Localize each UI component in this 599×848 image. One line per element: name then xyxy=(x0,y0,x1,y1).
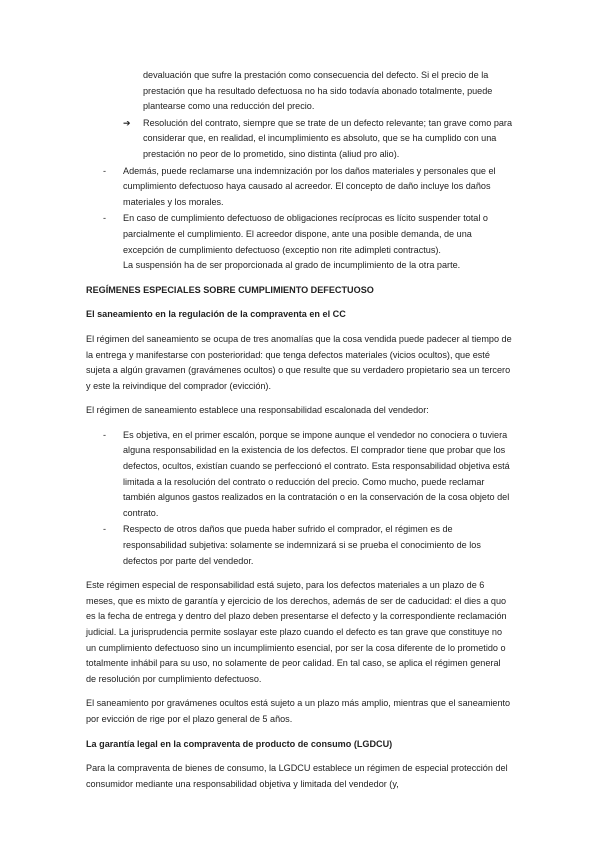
subsection-heading: La garantía legal en la compraventa de producto de consumo (LGDCU) xyxy=(86,738,393,749)
paragraph: El saneamiento por gravámenes ocultos está sujeto a un plazo más amplio, mientras que el saneamiento por evicción de rige por el plazo general de 5 años. xyxy=(86,698,511,724)
paragraph: Este régimen especial de responsabilidad está sujeto, para los defectos materiales a un plazo de 6 meses, que es mixto de garantía y ejercicio de los derechos, además de ser de caducidad: el dies a quo es la fecha de entrega y dentro del plazo deben presentarse el defecto y la correspondiente reclamación judicial. La jurisprudencia permite soslayar este plazo cuando el defecto es tan grave que constituye no un cumplimiento defectuoso sino un incumplimiento esencial, por ser la cosa diferente de lo prometido o totalmente inhábil para su uso, no solamente de peor calidad. En tal caso, se aplica el régimen general de resolución por cumplimiento defectuoso. xyxy=(86,580,507,684)
list-item-resolution xyxy=(86,116,513,163)
list-item-objective xyxy=(86,428,513,522)
list-item-text: En caso de cumplimiento defectuoso de obligaciones recíprocas es lícito suspender total o parcialmente el cumplimiento. El acreedor dispone, ante una posible demanda, de una excepción de cumplimiento defectuoso (exceptio non rite adimpleti contractus). xyxy=(123,213,488,255)
list-item-indemnization xyxy=(86,164,513,211)
list-item-suspension xyxy=(86,211,513,258)
list-item-text: Es objetiva, en el primer escalón, porque se impone aunque el vendedor no conociera o tuviera alguna responsabilidad en la existencia de los defectos. El comprador tiene que probar que los defectos, ocultos, existían cuando se perfeccionó el contrato. Esta responsabilidad objetiva está limitada a la resolución del contrato o reducción del precio. Como mucho, puede reclamar también algunos gastos realizados en la contratación o en la conservación de la cosa objeto del contrato. xyxy=(123,429,510,518)
dash-bullet: - xyxy=(103,524,107,535)
dash-bullet: - xyxy=(103,165,107,176)
list-item-text: Respecto de otros daños que pueda haber sufrido el comprador, el régimen es de responsabilidad subjetiva: solamente se indemnizará si se prueba el conocimiento de los defectos por parte del vendedor. xyxy=(123,524,481,566)
dash-bullet: - xyxy=(103,213,107,224)
subsection-heading: El saneamiento en la regulación de la compraventa en el CC xyxy=(86,309,346,320)
suspension-note: La suspensión ha de ser proporcionada al grado de incumplimiento de la otra parte. xyxy=(123,260,461,271)
list-item-text: Además, puede reclamarse una indemnización por los daños materiales y personales que el cumplimiento defectuoso haya causado al acreedor. El concepto de daño incluye los daños materiales y los morales. xyxy=(123,165,496,207)
paragraph: El régimen de saneamiento establece una responsabilidad escalonada del vendedor: xyxy=(86,405,429,416)
paragraph: El régimen del saneamiento se ocupa de tres anomalías que la cosa vendida puede padecer al tiempo de la entrega y manifestarse con posterioridad: que tenga defectos materiales (vicios ocultos), que esté sujeta a algún gravamen (gravámenes ocultos) o que resulte que su verdadero propietario sea un tercero y este la reivindique del comprador (evicción). xyxy=(86,333,512,391)
list-item-subjective xyxy=(86,522,513,569)
continuation-paragraph: devaluación que sufre la prestación como consecuencia del defecto. Si el precio de la prestación que ha resultado defectuosa no ha sido todavía abonado totalmente, puede plantearse como una reducción del precio. xyxy=(143,70,493,112)
dash-bullet: - xyxy=(103,429,107,440)
paragraph: Para la compraventa de bienes de consumo, la LGDCU establece un régimen de especial protección del consumidor mediante una responsabilidad objetiva y limitada del vendedor (y, xyxy=(86,763,508,789)
arrow-icon: ➔ xyxy=(123,117,131,128)
section-heading: REGÍMENES ESPECIALES SOBRE CUMPLIMIENTO DEFECTUOSO xyxy=(86,284,374,295)
list-item-text: Resolución del contrato, siempre que se trate de un defecto relevante; tan grave como para considerar que, en realidad, el incumplimiento es absoluto, que se ha cumplido con una prestación no peor de lo prometido, sino distinta (aliud pro alio). xyxy=(143,117,513,159)
